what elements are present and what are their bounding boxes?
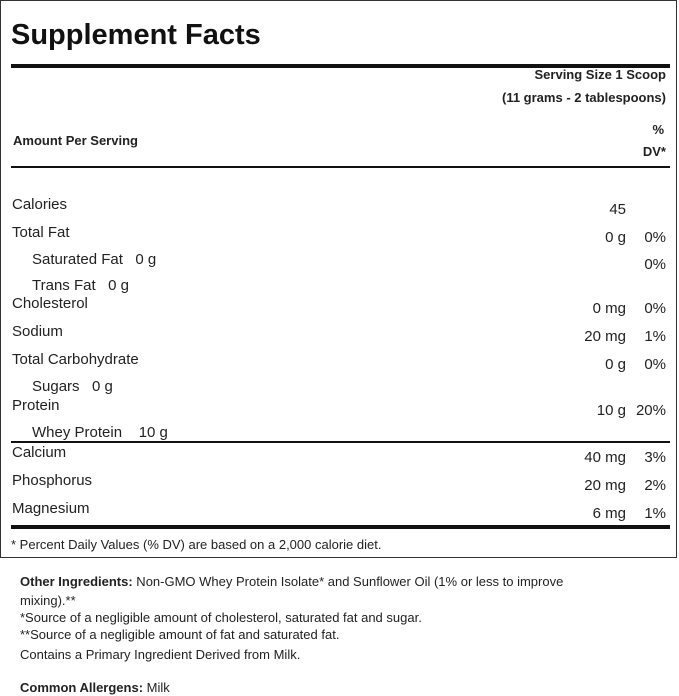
footnote-rule <box>11 525 670 529</box>
other-ingredients-label: Other Ingredients: <box>20 574 133 589</box>
nutrient-total-fat-dv: 0% <box>644 229 666 246</box>
common-allergens-value: Milk <box>143 680 170 695</box>
dv-header-label: DV* <box>642 144 666 159</box>
nutrient-calcium-amount: 40 mg <box>584 449 626 466</box>
nutrient-protein-dv: 20% <box>635 402 666 419</box>
nutrient-sugars-name: Sugars 0 g <box>32 378 113 395</box>
serving-grams: (11 grams - 2 tablespoons) <box>502 90 666 105</box>
serving-size: Serving Size 1 Scoop <box>534 67 666 82</box>
nutrient-phosphorus-amount: 20 mg <box>584 477 626 494</box>
nutrient-calcium-dv: 3% <box>644 449 666 466</box>
nutrient-phosphorus-name: Phosphorus <box>12 472 93 489</box>
nutrient-magnesium-name: Magnesium <box>12 500 90 517</box>
milk-derived-note: Contains a Primary Ingredient Derived from Milk. <box>20 647 301 662</box>
nutrient-saturated-fat-name: Saturated Fat 0 g <box>32 251 157 268</box>
common-allergens <box>20 680 170 695</box>
nutrient-whey-protein-name: Whey Protein 10 g <box>32 424 168 441</box>
other-ingredients-continued: mixing).** <box>20 593 76 608</box>
nutrient-sodium-name: Sodium <box>12 323 63 340</box>
header-rule <box>11 166 670 168</box>
nutrient-cholesterol-amount: 0 mg <box>592 300 626 317</box>
nutrient-magnesium-dv: 1% <box>644 505 666 522</box>
nutrient-phosphorus-dv: 2% <box>644 477 666 494</box>
nutrient-total-carb-dv: 0% <box>644 356 666 373</box>
nutrient-trans-fat-name: Trans Fat 0 g <box>32 277 129 294</box>
ingredient-note-1: *Source of a negligible amount of cholesterol, saturated fat and sugar. <box>20 610 422 625</box>
nutrient-cholesterol-name: Cholesterol <box>12 295 88 312</box>
nutrient-calcium-name: Calcium <box>12 444 67 461</box>
panel-title: Supplement Facts <box>11 19 261 51</box>
dv-header-percent: % <box>652 122 664 137</box>
common-allergens-label: Common Allergens: <box>20 680 144 695</box>
nutrient-sodium-dv: 1% <box>644 328 666 345</box>
nutrient-magnesium-amount: 6 mg <box>592 505 626 522</box>
nutrient-protein-name: Protein <box>12 397 60 414</box>
nutrient-calories-name: Calories <box>12 196 68 213</box>
nutrient-saturated-fat-dv: 0% <box>644 256 666 273</box>
nutrient-cholesterol-dv: 0% <box>644 300 666 317</box>
other-ingredients-text: Non-GMO Whey Protein Isolate* and Sunflower Oil (1% or less to improve <box>132 574 564 589</box>
nutrient-protein-amount: 10 g <box>596 402 626 419</box>
nutrient-total-fat-name: Total Fat <box>12 224 70 241</box>
nutrient-total-carb-amount: 0 g <box>605 356 626 373</box>
nutrient-sodium-amount: 20 mg <box>584 328 626 345</box>
ingredient-note-2: **Source of a negligible amount of fat and saturated fat. <box>20 627 340 642</box>
nutrient-total-carb-name: Total Carbohydrate <box>12 351 139 368</box>
vitamins-rule <box>11 441 670 443</box>
nutrient-calories-amount: 45 <box>609 201 626 218</box>
dv-footnote: * Percent Daily Values (% DV) are based on a 2,000 calorie diet. <box>11 537 382 552</box>
amount-per-serving-header: Amount Per Serving <box>13 133 138 148</box>
other-ingredients <box>20 574 563 589</box>
nutrient-total-fat-amount: 0 g <box>605 229 626 246</box>
